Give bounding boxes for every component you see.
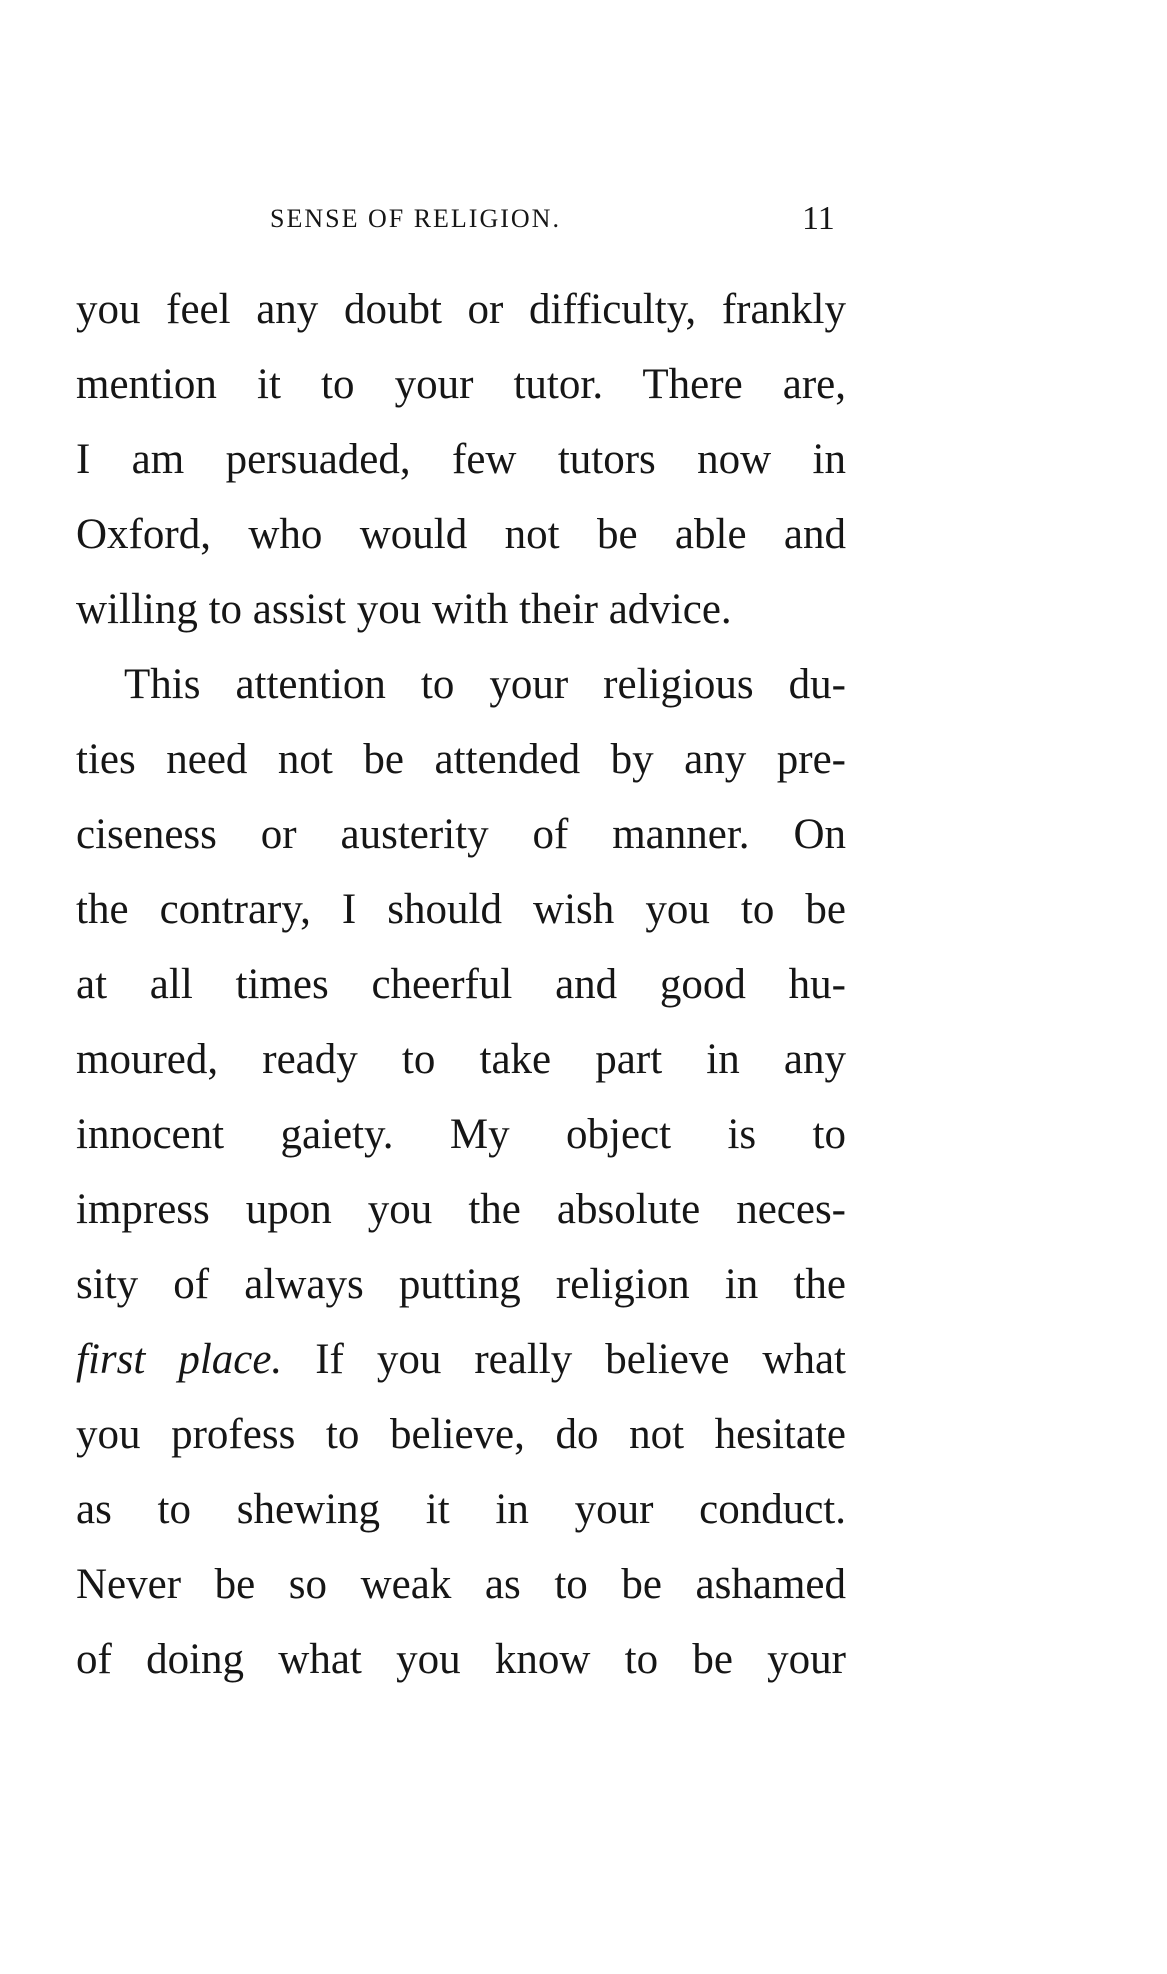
text-line: impress upon you the absolute neces- (76, 1186, 846, 1233)
running-head (0, 196, 1167, 242)
text-line: ciseness or austerity of manner. On (76, 811, 846, 858)
text-line-italic-phrase (76, 1322, 846, 1397)
paragraph-start-line: This attention to your religious du- (124, 661, 846, 708)
body-text (76, 272, 846, 1697)
text-line: the contrary, I should wish you to be (76, 886, 846, 933)
page-number: 11 (802, 200, 835, 237)
text-line: as to shewing it in your conduct. (76, 1486, 846, 1533)
text-line: I am persuaded, few tutors now in (76, 436, 846, 483)
text-line: moured, ready to take part in any (76, 1036, 846, 1083)
text-line: Never be so weak as to be ashamed (76, 1561, 846, 1608)
text-line: willing to assist you with their advice. (76, 586, 732, 633)
text-line-rest: If you really believe what (315, 1336, 846, 1383)
text-line: you profess to believe, do not hesitate (76, 1411, 846, 1458)
italic-phrase: first place. (76, 1336, 283, 1383)
text-line: mention it to your tutor. There are, (76, 361, 846, 408)
text-line: sity of always putting religion in the (76, 1261, 846, 1308)
text-line: Oxford, who would not be able and (76, 511, 846, 558)
text-line: ties need not be attended by any pre- (76, 736, 846, 783)
text-line: of doing what you know to be your (76, 1636, 846, 1683)
running-title: SENSE OF RELIGION. (270, 204, 561, 233)
text-line: you feel any doubt or difficulty, frankly (76, 286, 846, 333)
text-line: innocent gaiety. My object is to (76, 1111, 846, 1158)
text-line: at all times cheerful and good hu- (76, 961, 846, 1008)
